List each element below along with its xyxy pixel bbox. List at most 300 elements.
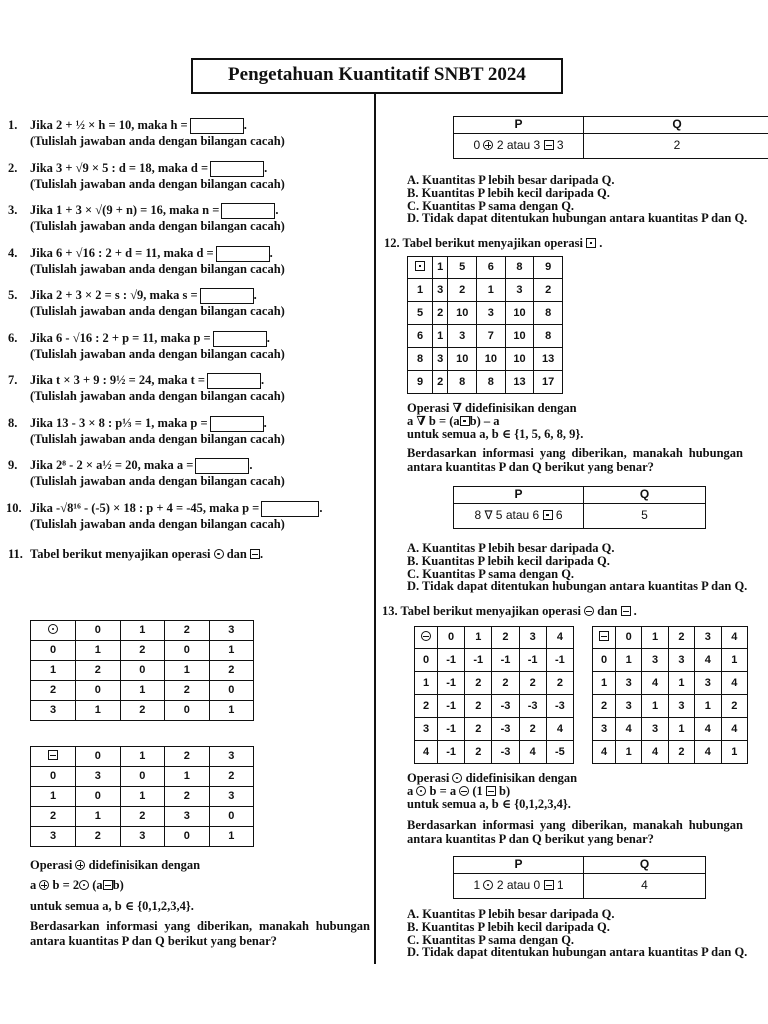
table-cell: 10: [448, 348, 477, 371]
square-dot-op-icon: [586, 238, 596, 248]
table-cell: 4: [616, 718, 642, 741]
table-cell: -1: [438, 741, 465, 764]
table-cell: 2: [593, 695, 616, 718]
table-cell: 8: [408, 348, 433, 371]
table-cell: 2: [465, 672, 492, 695]
formula-text: a: [407, 784, 414, 799]
table-cell: 0: [76, 787, 121, 807]
question-note: (Tulislah jawaban anda dengan bilangan cacah): [30, 176, 285, 191]
answer-box[interactable]: [261, 501, 319, 517]
circle-minus-op-icon: [459, 786, 469, 796]
question-number: 7.: [8, 373, 18, 387]
table-cell: 2: [721, 695, 747, 718]
table-cell: 1: [415, 672, 438, 695]
table-cell: 6: [408, 325, 433, 348]
table-cell: 4: [642, 672, 668, 695]
table-cell: 2: [433, 302, 448, 325]
domain-text: untuk semua a, b ∈ {1, 5, 6, 8, 9}.: [407, 427, 584, 442]
table-cell: 0: [165, 827, 210, 847]
question-note: (Tulislah jawaban anda dengan bilangan cacah): [30, 134, 285, 149]
q12-definition: [407, 402, 743, 474]
q13-pq-table: [453, 856, 706, 899]
column-divider: [374, 94, 376, 964]
table-cell: 2: [31, 807, 76, 827]
table-header-cell: 1: [642, 627, 668, 649]
table-cell: 10: [505, 325, 534, 348]
table-cell: -1: [492, 649, 519, 672]
question-number: 4.: [8, 245, 18, 260]
table-cell: 2: [165, 787, 210, 807]
circle-dot-op-icon: [48, 624, 58, 634]
option-b[interactable]: B. Kuantitas P lebih kecil daripada Q.: [407, 553, 610, 568]
table-cell: 3: [415, 718, 438, 741]
circle-plus-op-icon: [483, 140, 493, 150]
question-text: Jika 2 + 3 × 2 = s : √9, maka s =: [30, 288, 198, 302]
left-column: [6, 118, 370, 948]
square-line-op-icon: [48, 750, 58, 760]
answer-box[interactable]: [200, 288, 254, 304]
table-cell: -5: [546, 741, 573, 764]
circle-dot-op-icon: [483, 880, 493, 890]
question-4: 4. Jika 6 + √16 : 2 + d = 11, maka d = . (Tulislah jawaban anda dengan bilangan cacah): [8, 246, 368, 277]
table-cell: 0: [120, 661, 165, 681]
circle-dot-op-icon: [416, 786, 426, 796]
p-text: 2 atau 0: [496, 878, 541, 893]
q12-table: [407, 256, 563, 394]
table-cell: 2: [415, 695, 438, 718]
table-cell: 4: [695, 741, 721, 764]
page-title: Pengetahuan Kuantitatif SNBT 2024: [191, 58, 563, 94]
table-cell: 1: [76, 701, 121, 721]
and-text: dan: [597, 604, 618, 618]
table-cell: -3: [546, 695, 573, 718]
table-cell: 3: [76, 767, 121, 787]
circle-minus-op-icon: [584, 606, 594, 616]
table-header-cell: 3: [209, 747, 254, 767]
circle-plus-op-icon: [75, 860, 85, 870]
table-cell: 0: [209, 681, 254, 701]
question-text: Jika -√8¹⁶ - (-5) × 18 : p + 4 = -45, maka p =: [30, 500, 260, 515]
table-cell: 7: [477, 325, 506, 348]
answer-box[interactable]: [221, 203, 275, 219]
question-text: Jika t × 3 + 9 : 9½ = 24, maka t =: [30, 373, 206, 387]
option-a[interactable]: A. Kuantitas P lebih besar daripada Q.: [407, 907, 615, 921]
q13-options: [407, 908, 747, 959]
table-cell: 3: [668, 695, 694, 718]
table-cell: 1: [120, 787, 165, 807]
p-text: 0: [473, 138, 481, 153]
table-cell: 2: [465, 718, 492, 741]
q11-definition: [30, 858, 370, 948]
option-c[interactable]: C. Kuantitas P sama dengan Q.: [407, 198, 575, 213]
table-cell: 1: [408, 279, 433, 302]
question-number: 2.: [8, 160, 18, 175]
question-text: Jika 2 + ½ × h = 10, maka h =: [30, 118, 188, 132]
table-cell: 0: [165, 641, 210, 661]
p-text: 6: [555, 508, 563, 523]
square-line-op-icon: [103, 880, 113, 890]
answer-box[interactable]: [210, 416, 264, 432]
table-cell: 4: [415, 741, 438, 764]
table-cell: 3: [695, 672, 721, 695]
q12-pq-table: [453, 486, 706, 529]
question-intro: Tabel berikut menyajikan operasi: [400, 604, 581, 618]
table-cell: 10: [505, 348, 534, 371]
q-header: Q: [584, 117, 768, 134]
p-text: 1: [556, 878, 564, 893]
table-cell: 1: [31, 661, 76, 681]
table-cell: 9: [408, 371, 433, 394]
table-header-cell: 2: [668, 627, 694, 649]
table-cell: 10: [448, 302, 477, 325]
table-cell: 3: [433, 279, 448, 302]
answer-box[interactable]: [210, 161, 264, 177]
table-cell: 1: [433, 325, 448, 348]
table-cell: 1: [31, 787, 76, 807]
question-note: (Tulislah jawaban anda dengan bilangan cacah): [30, 474, 285, 489]
question-number: 6.: [8, 330, 18, 345]
question-prompt: Berdasarkan informasi yang diberikan, manakah hubungan antara kuantitas P dan Q berikut yang benar?: [407, 446, 743, 474]
table-cell: 2: [546, 672, 573, 695]
table-cell: -1: [438, 672, 465, 695]
question-number: 1.: [8, 118, 18, 132]
question-9: 9. Jika 2⁸ - 2 × a½ = 20, maka a = . (Tulislah jawaban anda dengan bilangan cacah): [8, 458, 368, 489]
circle-dot-op-icon: [79, 880, 89, 890]
question-number: 9.: [8, 458, 18, 472]
table-header-cell: 4: [721, 627, 747, 649]
table-cell: 3: [120, 827, 165, 847]
q11-options: [407, 174, 747, 225]
table-cell: 1: [76, 641, 121, 661]
formula-text: b = a: [429, 784, 457, 799]
table-header-cell: 2: [165, 747, 210, 767]
square-line-op-icon: [486, 786, 496, 796]
option-d[interactable]: D. Tidak dapat ditentukan hubungan antara kuantitas P dan Q.: [407, 945, 748, 960]
question-note: (Tulislah jawaban anda dengan bilangan cacah): [30, 304, 285, 319]
q13-definition: [407, 772, 743, 846]
table-cell: 3: [477, 302, 506, 325]
table-header-cell: 0: [76, 747, 121, 767]
p-value: [454, 504, 584, 529]
question-12: 12. Tabel berikut menyajikan operasi .: [384, 236, 603, 250]
answer-box[interactable]: [190, 118, 244, 134]
table-cell: 0: [31, 767, 76, 787]
def-text: Operasi: [407, 771, 450, 785]
table-cell: 1: [616, 741, 642, 764]
table-cell: 1: [165, 661, 210, 681]
table-cell: 3: [505, 279, 534, 302]
table-cell: 2: [209, 767, 254, 787]
table-header-cell: 9: [534, 257, 563, 279]
circle-plus-op-icon: [39, 880, 49, 890]
question-note: (Tulislah jawaban anda dengan bilangan cacah): [30, 516, 285, 531]
table-cell: 10: [477, 348, 506, 371]
table-cell: 13: [534, 348, 563, 371]
option-a[interactable]: A. Kuantitas P lebih besar daripada Q.: [407, 173, 615, 187]
table-cell: 2: [519, 672, 546, 695]
question-intro: Tabel berikut menyajikan operasi: [402, 236, 583, 250]
q12-options: [407, 542, 747, 593]
p-header: P: [454, 487, 584, 504]
table-cell: 3: [642, 718, 668, 741]
table-cell: 13: [505, 371, 534, 394]
table-cell: 2: [31, 681, 76, 701]
table-cell: 0: [415, 649, 438, 672]
table-cell: 2: [492, 672, 519, 695]
table-cell: 4: [519, 741, 546, 764]
table-cell: 2: [465, 695, 492, 718]
table-cell: 1: [616, 649, 642, 672]
table-cell: 3: [31, 827, 76, 847]
table-cell: -1: [546, 649, 573, 672]
q11-pq-table: [453, 116, 768, 159]
p-text: 1: [473, 878, 481, 893]
table-header-cell: 6: [477, 257, 506, 279]
table-cell: 2: [120, 641, 165, 661]
q-value: 4: [584, 874, 706, 899]
table-cell: -1: [438, 718, 465, 741]
question-6: 6. Jika 6 - √16 : 2 + p = 11, maka p = . (Tulislah jawaban anda dengan bilangan cacah): [8, 331, 368, 362]
table-cell: 0: [31, 641, 76, 661]
question-11: 11. Tabel berikut menyajikan operasi dan .: [8, 547, 264, 561]
domain-text: untuk semua a, b ∈ {0,1,2,3,4}.: [30, 898, 194, 913]
domain-text: untuk semua a, b ∈ {0,1,2,3,4}.: [407, 797, 571, 812]
square-line-op-icon: [544, 140, 554, 150]
circle-minus-op-icon: [421, 631, 431, 641]
question-note: (Tulislah jawaban anda dengan bilangan cacah): [30, 219, 285, 234]
question-7: 7. Jika t × 3 + 9 : 9½ = 24, maka t = . (Tulislah jawaban anda dengan bilangan cacah): [8, 373, 368, 404]
table-cell: 17: [534, 371, 563, 394]
question-prompt: Berdasarkan informasi yang diberikan, manakah hubungan antara kuantitas P dan Q berikut yang benar?: [407, 818, 743, 846]
table-header-cell: 2: [165, 621, 210, 641]
table-cell: 8: [534, 302, 563, 325]
q-header: Q: [584, 857, 706, 874]
p-value: [454, 134, 584, 159]
table-cell: 2: [668, 741, 694, 764]
question-number: 10.: [6, 500, 22, 515]
formula-text: a: [30, 878, 37, 893]
table-header-cell: 3: [695, 627, 721, 649]
square-line-op-icon: [599, 631, 609, 641]
table-cell: 2: [120, 701, 165, 721]
table-cell: 1: [209, 701, 254, 721]
table-cell: 3: [165, 807, 210, 827]
option-c[interactable]: C. Kuantitas P sama dengan Q.: [407, 932, 575, 947]
question-number: 11.: [8, 547, 23, 561]
q-value: 2: [584, 134, 768, 159]
table-cell: 4: [593, 741, 616, 764]
formula-text: b) – a: [469, 414, 500, 429]
question-number: 8.: [8, 415, 18, 430]
question-intro: Tabel berikut menyajikan operasi: [30, 547, 211, 561]
table-cell: 1: [120, 681, 165, 701]
answer-box[interactable]: [195, 458, 249, 474]
p-header: P: [454, 857, 584, 874]
formula-text: b): [499, 784, 511, 799]
table-header-cell: 0: [616, 627, 642, 649]
table-cell: 3: [593, 718, 616, 741]
table-cell: 2: [448, 279, 477, 302]
question-text: Jika 1 + 3 × √(9 + n) = 16, maka n =: [30, 203, 220, 217]
question-8: 8. Jika 13 - 3 × 8 : p⅓ = 1, maka p = . (Tulislah jawaban anda dengan bilangan cacah): [8, 416, 368, 447]
table-cell: 8: [477, 371, 506, 394]
formula-text: a ∇ b = (a: [407, 414, 460, 429]
table-cell: -1: [438, 649, 465, 672]
table-cell: 1: [695, 695, 721, 718]
table-cell: 3: [448, 325, 477, 348]
option-c[interactable]: C. Kuantitas P sama dengan Q.: [407, 566, 575, 581]
table-cell: 1: [593, 672, 616, 695]
q-value: 5: [584, 504, 706, 529]
table-cell: 4: [695, 649, 721, 672]
circle-dot-op-icon: [214, 549, 224, 559]
square-dot-op-icon: [543, 510, 553, 520]
table-cell: 0: [593, 649, 616, 672]
answer-box[interactable]: [207, 373, 261, 389]
question-1: 1. Jika 2 + ½ × h = 10, maka h = . (Tulislah jawaban anda dengan bilangan cacah): [8, 118, 368, 149]
formula-text: (a: [92, 878, 103, 893]
table-header-cell: 1: [465, 627, 492, 649]
question-number: 12.: [384, 236, 400, 250]
p-header: P: [454, 117, 584, 134]
table-cell: 1: [721, 649, 747, 672]
table-cell: -3: [492, 695, 519, 718]
table-cell: 2: [209, 661, 254, 681]
p-text: 2 atau 3: [496, 138, 541, 153]
question-note: (Tulislah jawaban anda dengan bilangan cacah): [30, 431, 285, 446]
table-header-cell: 1: [433, 257, 448, 279]
table-cell: 0: [76, 681, 121, 701]
p-value: [454, 874, 584, 899]
table-cell: -3: [492, 718, 519, 741]
question-number: 5.: [8, 288, 18, 302]
table-header-cell: 4: [546, 627, 573, 649]
option-b[interactable]: B. Kuantitas P lebih kecil daripada Q.: [407, 919, 610, 934]
question-3: 3. Jika 1 + 3 × √(9 + n) = 16, maka n = . (Tulislah jawaban anda dengan bilangan cacah): [8, 203, 368, 234]
table-cell: 2: [165, 681, 210, 701]
q11-table-1: [30, 620, 254, 721]
p-text: 8 ∇ 5 atau 6: [474, 508, 540, 523]
question-prompt: Berdasarkan informasi yang diberikan, manakah hubungan antara kuantitas P dan Q berikut yang benar?: [30, 919, 370, 948]
p-text: 3: [556, 138, 564, 153]
formula-text: (1: [472, 784, 483, 799]
answer-box[interactable]: [213, 331, 267, 347]
table-cell: 2: [76, 827, 121, 847]
table-cell: 3: [642, 649, 668, 672]
question-note: (Tulislah jawaban anda dengan bilangan cacah): [30, 261, 285, 276]
q-header: Q: [584, 487, 706, 504]
answer-box[interactable]: [216, 246, 270, 262]
question-5: 5. Jika 2 + 3 × 2 = s : √9, maka s = . (Tulislah jawaban anda dengan bilangan cacah): [8, 288, 368, 319]
table-header-cell: 3: [519, 627, 546, 649]
q13-table-1: [414, 626, 574, 764]
table-cell: 4: [695, 718, 721, 741]
def-text: Operasi ∇ didefinisikan dengan: [407, 401, 577, 415]
table-cell: 1: [642, 695, 668, 718]
table-cell: 0: [165, 701, 210, 721]
table-cell: 3: [668, 649, 694, 672]
question-2: 2. Jika 3 + √9 × 5 : d = 18, maka d = . (Tulislah jawaban anda dengan bilangan cacah): [8, 161, 368, 192]
table-cell: 1: [477, 279, 506, 302]
table-header-cell: 0: [438, 627, 465, 649]
table-cell: 0: [120, 767, 165, 787]
table-cell: 4: [721, 672, 747, 695]
table-cell: 4: [546, 718, 573, 741]
table-cell: 2: [433, 371, 448, 394]
table-cell: 2: [534, 279, 563, 302]
table-cell: -3: [519, 695, 546, 718]
question-13: 13. Tabel berikut menyajikan operasi dan .: [382, 604, 637, 618]
table-cell: 1: [76, 807, 121, 827]
option-d[interactable]: D. Tidak dapat ditentukan hubungan antara kuantitas P dan Q.: [407, 579, 748, 594]
table-cell: 0: [209, 807, 254, 827]
square-line-op-icon: [621, 606, 631, 616]
question-number: 13.: [382, 604, 398, 618]
question-text: Jika 2⁸ - 2 × a½ = 20, maka a =: [30, 458, 194, 472]
formula-text: b): [112, 878, 124, 893]
table-cell: 3: [616, 672, 642, 695]
table-cell: -3: [492, 741, 519, 764]
def-text: didefinisikan dengan: [88, 858, 201, 872]
table-cell: 3: [209, 787, 254, 807]
table-cell: 4: [721, 718, 747, 741]
table-cell: 3: [616, 695, 642, 718]
question-text: Jika 3 + √9 × 5 : d = 18, maka d =: [30, 160, 209, 175]
table-header-cell: 1: [120, 621, 165, 641]
table-header-cell: 3: [209, 621, 254, 641]
table-cell: 8: [448, 371, 477, 394]
option-b[interactable]: B. Kuantitas P lebih kecil daripada Q.: [407, 185, 610, 200]
circle-dot-op-icon: [452, 773, 462, 783]
table-cell: 5: [408, 302, 433, 325]
table-cell: -1: [519, 649, 546, 672]
table-cell: 2: [519, 718, 546, 741]
table-cell: -1: [465, 649, 492, 672]
table-header-cell: 8: [505, 257, 534, 279]
square-dot-op-icon: [415, 261, 425, 271]
square-line-op-icon: [250, 549, 260, 559]
q13-table-2: [592, 626, 748, 764]
table-header-cell: 2: [492, 627, 519, 649]
question-note: (Tulislah jawaban anda dengan bilangan cacah): [30, 389, 285, 404]
question-10: 10. Jika -√8¹⁶ - (-5) × 18 : p + 4 = -45, maka p = . (Tulislah jawaban anda dengan bilangan cacah): [8, 501, 368, 532]
table-cell: 4: [642, 741, 668, 764]
table-header-cell: 1: [120, 747, 165, 767]
question-text: Jika 6 + √16 : 2 + d = 11, maka d =: [30, 245, 214, 260]
square-line-op-icon: [544, 880, 554, 890]
option-a[interactable]: A. Kuantitas P lebih besar daripada Q.: [407, 541, 615, 555]
formula-text: b = 2: [52, 878, 80, 893]
table-cell: 2: [465, 741, 492, 764]
table-cell: 3: [433, 348, 448, 371]
table-cell: 8: [534, 325, 563, 348]
question-text: Jika 6 - √16 : 2 + p = 11, maka p =: [30, 330, 211, 345]
table-cell: 2: [120, 807, 165, 827]
table-header-cell: 0: [76, 621, 121, 641]
and-text: dan: [226, 547, 247, 561]
table-cell: 1: [668, 672, 694, 695]
table-cell: -1: [438, 695, 465, 718]
def-text: Operasi: [30, 858, 73, 872]
table-cell: 2: [76, 661, 121, 681]
question-note: (Tulislah jawaban anda dengan bilangan cacah): [30, 346, 285, 361]
table-cell: 1: [721, 741, 747, 764]
q11-table-2: [30, 746, 254, 847]
table-cell: 1: [209, 827, 254, 847]
option-d[interactable]: D. Tidak dapat ditentukan hubungan antara kuantitas P dan Q.: [407, 211, 748, 226]
square-dot-op-icon: [460, 416, 470, 426]
question-number: 3.: [8, 203, 18, 217]
